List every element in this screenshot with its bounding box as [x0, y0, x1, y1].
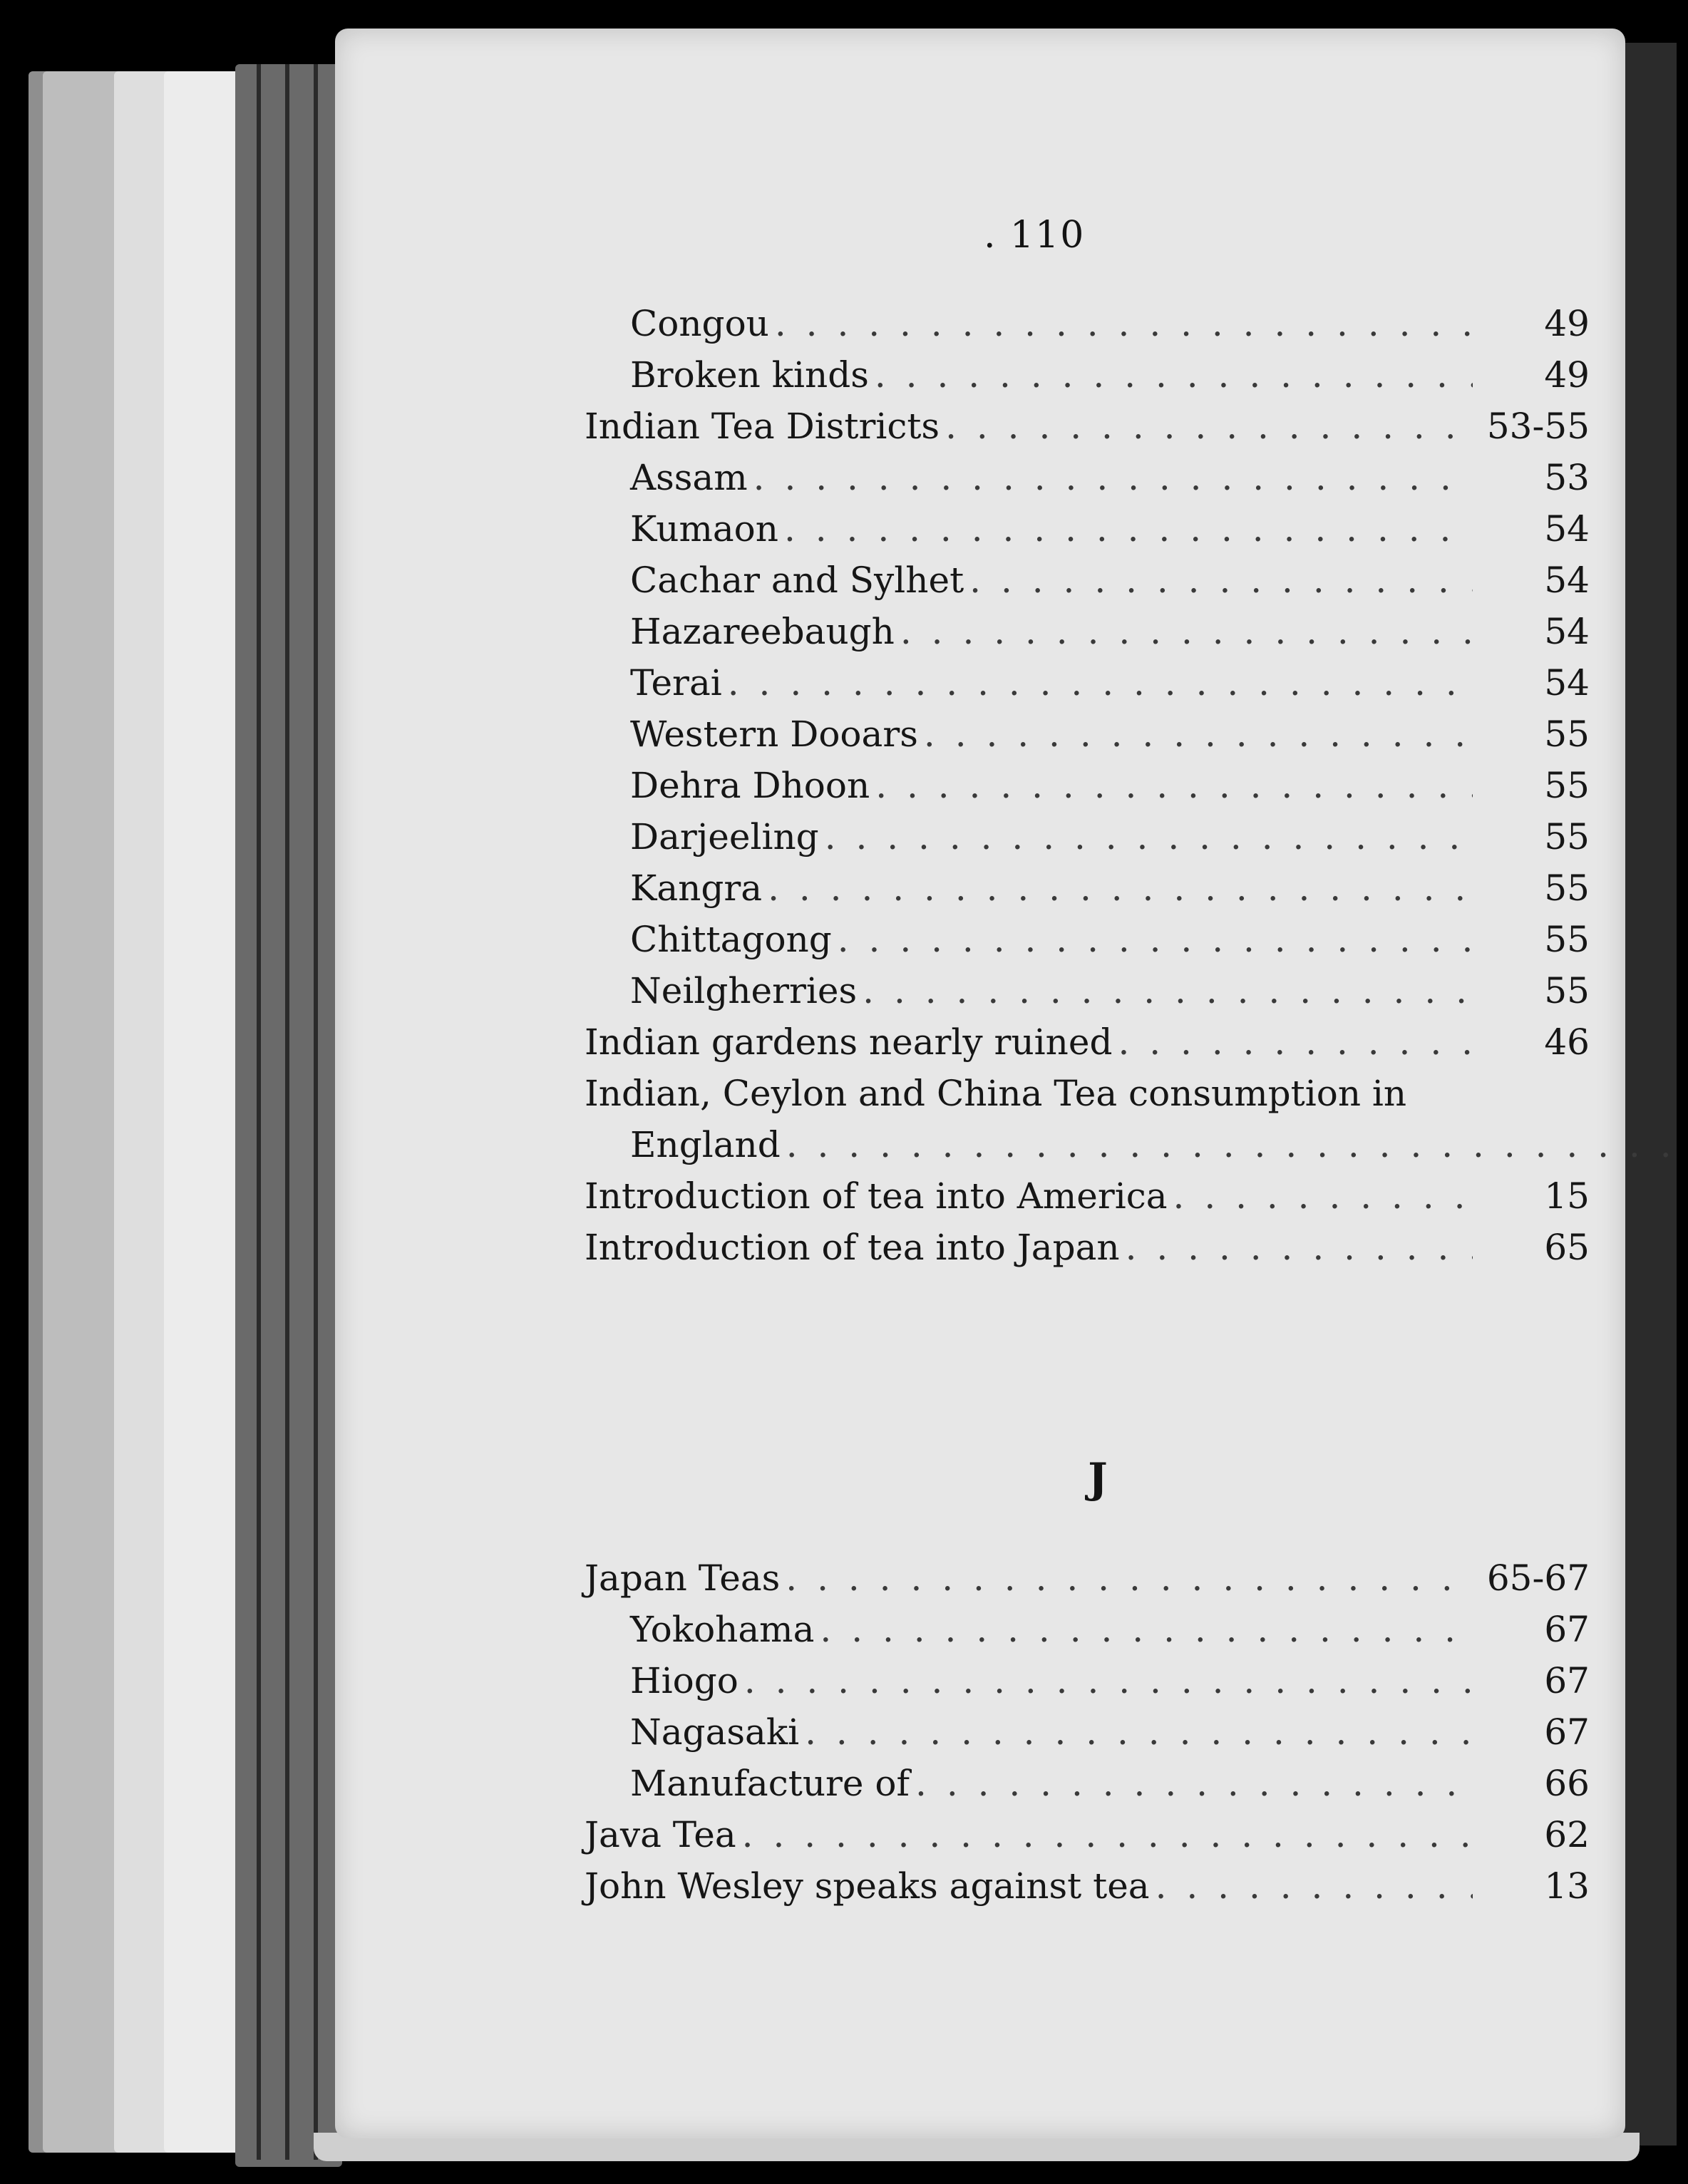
entry-page: 49: [1544, 303, 1590, 344]
entry-page: 67: [1544, 1609, 1590, 1650]
index-entry: [585, 555, 1590, 606]
entry-page: 54: [1544, 611, 1590, 652]
dot-leader: [924, 709, 1473, 760]
dot-leader: [768, 862, 1473, 914]
index-entry: [585, 1068, 1590, 1170]
dot-leader: [775, 298, 1473, 349]
entry-label: Terai: [630, 662, 722, 704]
entry-label: Assam: [630, 457, 748, 498]
dot-leader: [820, 1604, 1473, 1655]
entry-label: Hazareebaugh: [630, 611, 895, 652]
dot-leader: [825, 811, 1473, 862]
entry-label: Cachar and Sylhet: [630, 560, 964, 601]
entry-label: Kumaon: [630, 508, 778, 550]
dot-leader: [915, 1758, 1473, 1809]
dot-leader: [1173, 1170, 1473, 1222]
index-entry: [585, 1809, 1590, 1860]
index-entry: [585, 1706, 1590, 1758]
entry-label: Introduction of tea into America: [585, 1175, 1168, 1217]
dot-leader: [875, 349, 1473, 401]
page-stack-line: [285, 64, 289, 2160]
entry-page: 49: [1544, 354, 1590, 396]
entry-label: Western Dooars: [630, 714, 918, 755]
index-entry: [585, 914, 1590, 965]
entry-page: 54: [1544, 508, 1590, 550]
entry-page: 54: [1544, 560, 1590, 601]
dot-leader: [900, 606, 1473, 657]
entry-label: Java Tea: [585, 1814, 736, 1855]
entry-page: 65-67: [1486, 1557, 1590, 1599]
page-number: . 110: [984, 214, 1086, 257]
index-entry: [585, 709, 1590, 760]
dot-leader: [805, 1706, 1473, 1758]
entry-label: Nagasaki: [630, 1711, 800, 1753]
entry-label: Congou: [630, 303, 769, 344]
index-entry: [585, 965, 1590, 1016]
dot-leader: [786, 1552, 1473, 1604]
flyleaf-edge: [43, 71, 121, 2153]
entry-label-line1: Indian, Ceylon and China Tea consumption in: [585, 1073, 1407, 1114]
entry-page: 55: [1544, 714, 1590, 755]
entry-page: 53-55: [1486, 406, 1590, 447]
entry-page: 13: [1544, 1865, 1590, 1907]
index-entry: [585, 1016, 1590, 1068]
entry-label: John Wesley speaks against tea: [585, 1865, 1150, 1907]
entry-page: 67: [1544, 1711, 1590, 1753]
section-heading-j: J: [1088, 1454, 1108, 1503]
index-entry: [585, 298, 1590, 349]
page-stack-line: [257, 64, 261, 2160]
index-entry: [585, 452, 1590, 503]
entry-label: Broken kinds: [630, 354, 869, 396]
entry-page: 67: [1544, 1660, 1590, 1701]
index-list-i: [585, 298, 1590, 1273]
entry-label: Neilgherries: [630, 970, 858, 1011]
entry-page: 55: [1544, 970, 1590, 1011]
entry-page: 46: [1544, 1021, 1590, 1063]
entry-page: 54: [1544, 662, 1590, 704]
entry-page: 55: [1544, 867, 1590, 909]
index-entry: [585, 401, 1590, 452]
index-list-j: [585, 1552, 1590, 1912]
entry-page: 55: [1544, 765, 1590, 806]
dot-leader: [742, 1809, 1473, 1860]
index-entry: [585, 811, 1590, 862]
entry-page: 65: [1544, 1227, 1590, 1268]
dot-leader: [875, 760, 1473, 811]
dot-leader: [1126, 1222, 1473, 1273]
index-entry: [585, 1604, 1590, 1655]
index-entry: [585, 657, 1590, 709]
entry-page: 55: [1544, 919, 1590, 960]
dot-leader: [744, 1655, 1473, 1706]
index-entry: [585, 1655, 1590, 1706]
entry-label: Indian gardens nearly ruined: [585, 1021, 1113, 1063]
dot-leader: [728, 657, 1473, 709]
dot-leader: [784, 503, 1473, 555]
index-entry: [585, 1860, 1590, 1912]
index-entry: [585, 606, 1590, 657]
dot-leader: [945, 401, 1473, 452]
dot-leader: [753, 452, 1473, 503]
entry-label-line2: England: [630, 1124, 781, 1165]
index-entry: [585, 1222, 1590, 1273]
entry-page: 53: [1544, 457, 1590, 498]
entry-label: Chittagong: [630, 919, 832, 960]
dot-leader: [969, 555, 1473, 606]
index-entry: [585, 503, 1590, 555]
dot-leader: [838, 914, 1473, 965]
entry-label: Indian Tea Districts: [585, 406, 940, 447]
entry-label: Japan Teas: [585, 1557, 781, 1599]
entry-label: Darjeeling: [630, 816, 819, 857]
index-entry: [585, 1552, 1590, 1604]
index-entry: [585, 760, 1590, 811]
index-entry: [585, 862, 1590, 914]
entry-label: Dehra Dhoon: [630, 765, 870, 806]
index-entry: [585, 1170, 1590, 1222]
page-stack-line: [314, 64, 318, 2160]
entry-page: 15: [1544, 1175, 1590, 1217]
entry-label: Manufacture of: [630, 1763, 910, 1804]
index-entry: [585, 1758, 1590, 1809]
entry-label: Hiogo: [630, 1660, 738, 1701]
dot-leader: [863, 965, 1473, 1016]
dot-leader: [1118, 1016, 1473, 1068]
index-entry: [585, 349, 1590, 401]
dot-leader: [1156, 1860, 1473, 1912]
dot-leader: [786, 1119, 1688, 1170]
entry-label: Introduction of tea into Japan: [585, 1227, 1120, 1268]
entry-label: Kangra: [630, 867, 763, 909]
entry-label: Yokohama: [630, 1609, 815, 1650]
entry-page: 55: [1544, 816, 1590, 857]
entry-page: 66: [1544, 1763, 1590, 1804]
entry-page: 62: [1544, 1814, 1590, 1855]
